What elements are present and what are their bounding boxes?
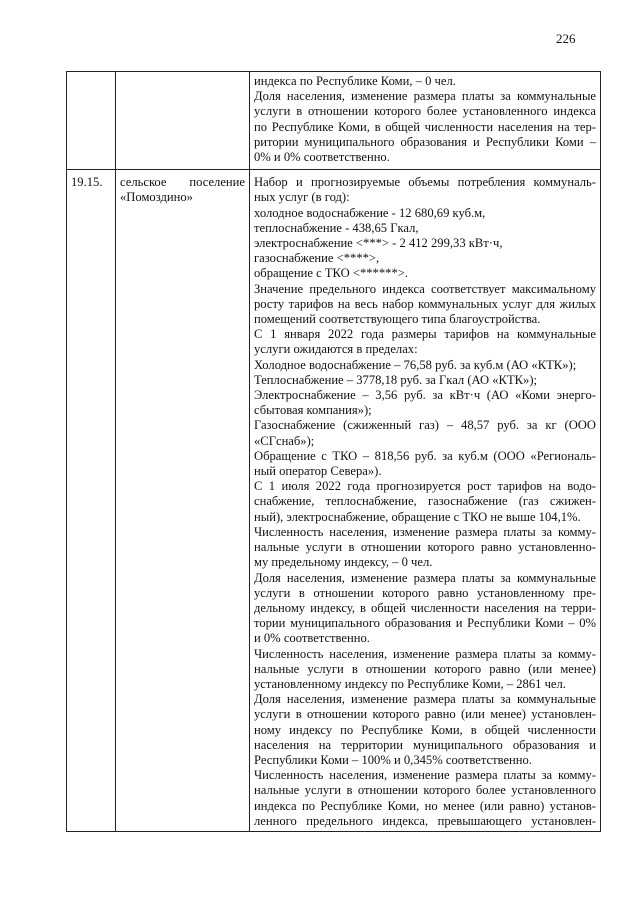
text-line: по Республике Коми, в общей численности населения на тер- — [254, 119, 596, 134]
text-line: ному индексу по Республике Коми, в общей численности — [254, 722, 596, 737]
text-line: электроснабжение <***> - 2 412 299,33 кВт·ч, — [254, 236, 503, 251]
text-line: Теплоснабжение – 3778,18 руб. за Гкал (АО «КТК»); — [254, 372, 538, 387]
text-line: сбытовая компания»); — [254, 403, 372, 418]
text-line: Численность населения, изменение размера платы за комму- — [254, 524, 596, 539]
text-line: населения на территории муниципального образования и — [254, 737, 596, 752]
text-line: ных услуг (в год): — [254, 190, 350, 205]
text-line: тории муниципального образования и Республики Коми – 0% — [254, 616, 596, 631]
text-line: услуги ожидаются в пределах: — [254, 342, 418, 357]
text-line: Доля населения, изменение размера платы за коммунальные — [254, 570, 596, 585]
row-number-cell: 19.15. — [67, 170, 116, 832]
settlement-name: «Помоздино» — [120, 190, 193, 205]
description-cell — [250, 72, 601, 170]
tariff-table — [66, 71, 601, 832]
text-line: ленного предельного индекса, превышающего установлен- — [254, 813, 596, 828]
text-line: холодное водоснабжение - 12 680,69 куб.м, — [254, 205, 486, 220]
text-line: дельному индексу, в общей численности населения на терри- — [254, 600, 596, 615]
text-line: индекса по Республике Коми, – 0 чел. — [254, 74, 456, 88]
text-line: 0% и 0% соответственно. — [254, 150, 390, 165]
text-line: помещений соответствующего типа благоустройства. — [254, 312, 541, 327]
text-line: Значение предельного индекса соответствует максимальному — [254, 281, 596, 296]
text-line: снабжение, теплоснабжение, газоснабжение (газ сжижен- — [254, 494, 596, 509]
text-line: Обращение с ТКО – 818,56 руб. за куб.м (ООО «Региональ- — [254, 448, 596, 463]
text-line: Набор и прогнозируемые объемы потребления коммуналь- — [254, 175, 596, 190]
text-line: ный), электроснабжение, обращение с ТКО не выше 104,1%. — [254, 509, 581, 524]
text-line: Численность населения, изменение размера платы за комму- — [254, 646, 596, 661]
text-line: нальные услуги в отношении которого более установленного — [254, 783, 596, 798]
text-line: услуги в отношении которого равно установленному пре- — [254, 585, 596, 600]
settlement-type: сельское поселение — [120, 175, 245, 190]
text-line: С 1 января 2022 года размеры тарифов на коммунальные — [254, 327, 596, 342]
text-line: индекса по Республике Коми, но менее (или равно) установ- — [254, 798, 596, 813]
table-row-continuation — [67, 72, 601, 170]
text-line: Республики Коми – 100% и 0,345% соответственно. — [254, 752, 532, 767]
text-line: росту тарифов на весь набор коммунальных услуг для жилых — [254, 296, 596, 311]
text-line: и 0% соответственно. — [254, 631, 370, 646]
text-line: Доля населения, изменение размера платы за коммунальные — [254, 89, 596, 104]
settlement-name-cell — [116, 72, 250, 170]
text-line: Численность населения, изменение размера платы за комму- — [254, 768, 596, 783]
text-line: услуги в отношении которого равно (или менее) установлен- — [254, 707, 596, 722]
text-line: Электроснабжение – 3,56 руб. за кВт·ч (АО «Коми энерго- — [254, 388, 596, 403]
text-line: ный оператор Севера»). — [254, 464, 382, 479]
description-cell — [250, 170, 601, 832]
text-line: установленному индексу по Республике Коми, – 2861 чел. — [254, 676, 566, 691]
text-line: услуги в отношении которого более установленного индекса — [254, 104, 596, 119]
text-line: нальные услуги в отношении которого равно (или менее) — [254, 661, 596, 676]
text-line: обращение с ТКО <******>. — [254, 266, 408, 281]
text-line: газоснабжение <****>, — [254, 251, 380, 266]
text-line: С 1 июля 2022 года прогнозируется рост тарифов на водо- — [254, 479, 596, 494]
text-line: «СГснаб»); — [254, 433, 315, 448]
page-number: 226 — [556, 31, 576, 46]
settlement-name-cell — [116, 170, 250, 832]
text-line: ритории муниципального образования и Республики Коми – — [254, 134, 596, 149]
text-line: нальные услуги в отношении которого равно установленно- — [254, 540, 596, 555]
text-line: Холодное водоснабжение – 76,58 руб. за куб.м (АО «КТК»); — [254, 357, 577, 372]
text-line: Доля населения, изменение размера платы за коммунальные — [254, 692, 596, 707]
row-number-cell — [67, 72, 116, 170]
table-row-19-15 — [67, 170, 601, 832]
text-line: Газоснабжение (сжиженный газ) – 48,57 руб. за кг (ООО — [254, 418, 596, 433]
text-line: теплоснабжение - 438,65 Гкал, — [254, 220, 419, 235]
text-line: му предельному индексу, – 0 чел. — [254, 555, 433, 570]
